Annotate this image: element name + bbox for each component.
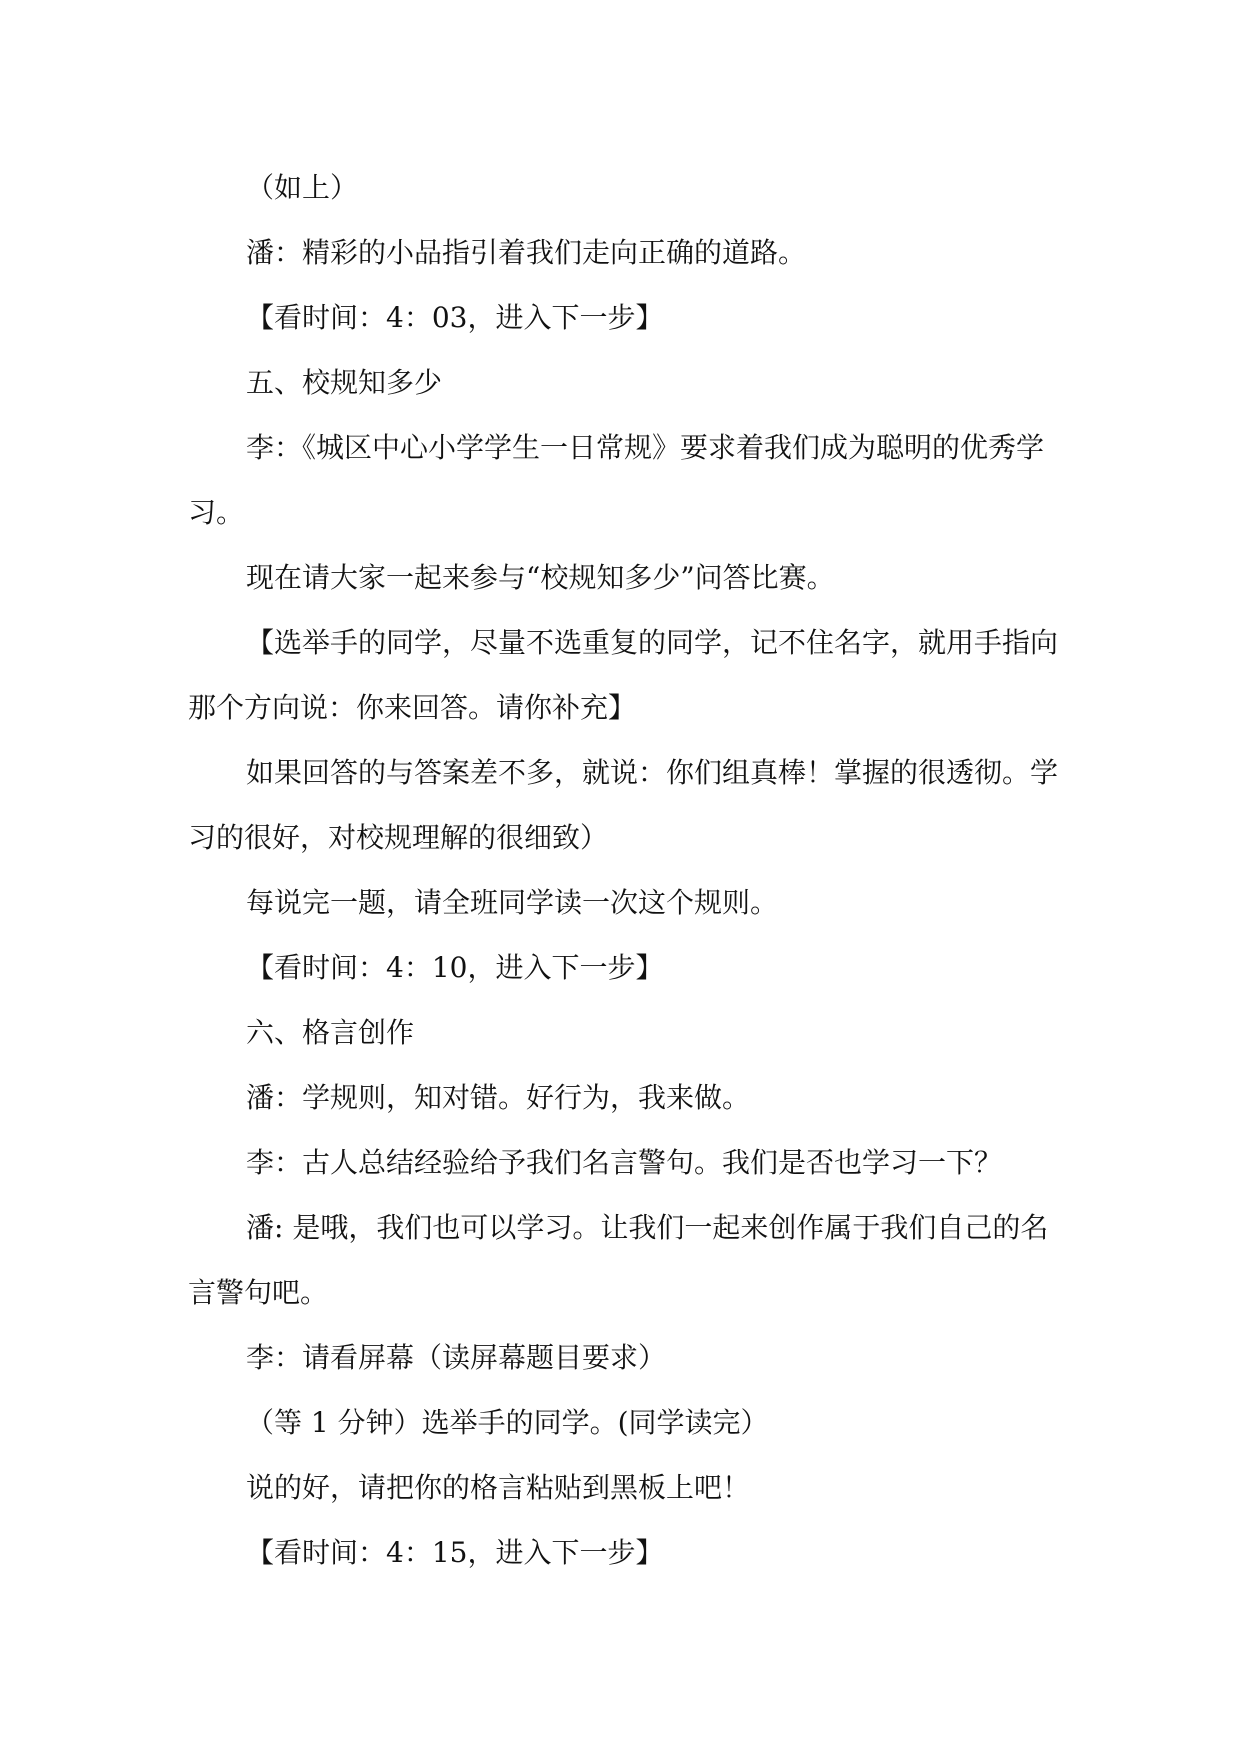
paragraph-paste-board: 说的好，请把你的格言粘贴到黑板上吧！ [246, 1471, 751, 1504]
paragraph-time-403: 【看时间：4：03，进入下一步】 [246, 301, 664, 334]
paragraph-quiz-intro: 现在请大家一起来参与“校规知多少”问答比赛。 [246, 561, 835, 594]
paragraph-li-screen: 李：请看屏幕（读屏幕题目要求） [246, 1341, 667, 1374]
paragraph-time-415: 【看时间：4：15，进入下一步】 [246, 1536, 664, 1569]
paragraph-select-students: 【选举手的同学，尽量不选重复的同学，记不住名字，就用手指向那个方向说：你来回答。请你补充】 [188, 626, 1059, 724]
paragraph-wait-minute: （等 1 分钟）选举手的同学。(同学读完） [246, 1406, 769, 1439]
paragraph-time-410: 【看时间：4：10，进入下一步】 [246, 951, 664, 984]
section-heading-6: 六、格言创作 [246, 1016, 415, 1049]
document-body [188, 155, 1068, 1585]
paragraph-li-rules: 李：《城区中心小学学生一日常规》要求着我们成为聪明的优秀学习。 [188, 431, 1045, 529]
section-heading-5: 五、校规知多少 [246, 366, 443, 399]
paragraph-pan-skit: 潘：精彩的小品指引着我们走向正确的道路。 [246, 236, 807, 269]
paragraph-read-rule: 每说完一题，请全班同学读一次这个规则。 [246, 886, 779, 919]
paragraph-ru-shang: （如上） [246, 171, 359, 204]
paragraph-pan-motto: 潘：学规则，知对错。好行为，我来做。 [246, 1081, 751, 1114]
paragraph-pan-create: 潘: 是哦，我们也可以学习。让我们一起来创作属于我们自己的名言警句吧。 [188, 1211, 1049, 1309]
paragraph-li-ancients: 李：古人总结经验给予我们名言警句。我们是否也学习一下？ [246, 1146, 1003, 1179]
paragraph-answer-praise: 如果回答的与答案差不多，就说：你们组真棒！掌握的很透彻。学习的很好，对校规理解的很细致） [188, 756, 1059, 854]
